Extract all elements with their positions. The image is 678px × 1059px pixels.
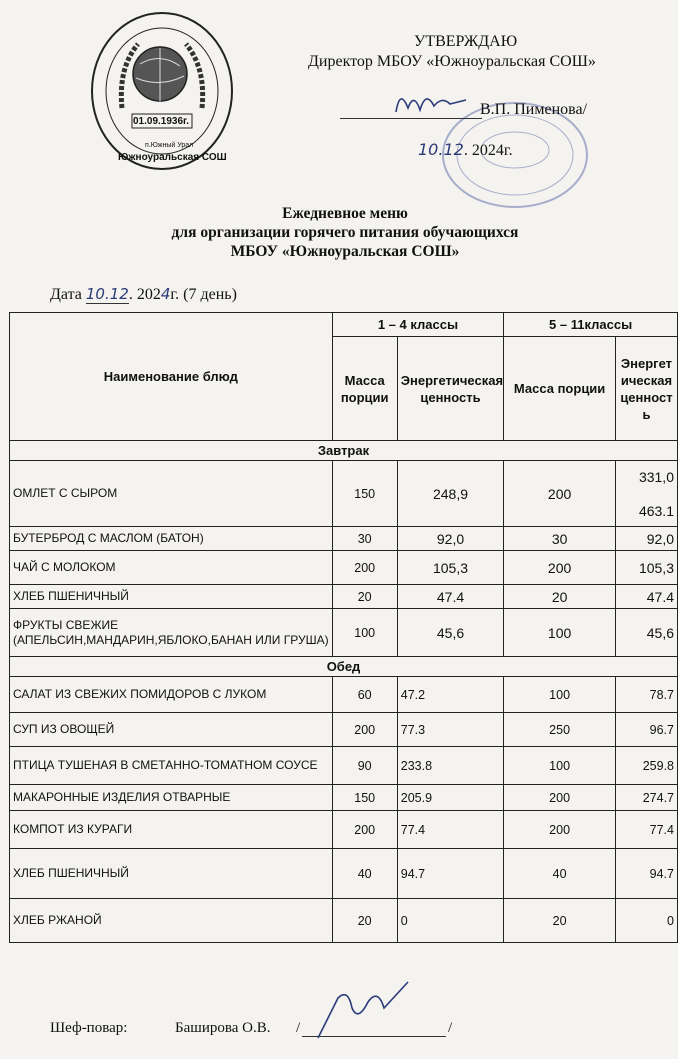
dish-name: ОМЛЕТ С СЫРОМ [10, 461, 333, 527]
energy-1-4: 77.4 [397, 811, 504, 849]
school-seal [88, 8, 236, 174]
table-row [10, 677, 678, 713]
header-mass-1: Масса порции [332, 337, 397, 441]
energy-5-11: 94.7 [615, 849, 677, 899]
approval-date [418, 140, 513, 161]
mass-5-11: 100 [504, 747, 616, 785]
title-line-2: для организации горячего питания обучающихся [171, 224, 519, 241]
mass-1-4: 30 [332, 527, 397, 551]
page-title [0, 204, 678, 261]
table-row [10, 551, 678, 585]
header-energy-1: Энергетическая ценность [397, 337, 504, 441]
chef-slash-open: / [296, 1020, 301, 1036]
mass-1-4: 40 [332, 849, 397, 899]
chef-name: Баширова О.В. [175, 1020, 271, 1036]
mass-1-4: 150 [332, 785, 397, 811]
table-row [10, 899, 678, 943]
date-middle: . 202 [128, 286, 161, 303]
table-row [10, 849, 678, 899]
table-row [10, 747, 678, 785]
energy-1-4: 47.2 [397, 677, 504, 713]
energy-1-4: 47.4 [397, 585, 504, 609]
mass-5-11: 200 [504, 461, 616, 527]
table-row [10, 461, 678, 527]
mass-1-4: 200 [332, 551, 397, 585]
energy-5-11: 96.7 [615, 713, 677, 747]
dish-name: ХЛЕБ ПШЕНИЧНЫЙ [10, 849, 333, 899]
energy-5-11: 45,6 [615, 609, 677, 657]
mass-5-11: 100 [504, 609, 616, 657]
dish-name: БУТЕРБРОД С МАСЛОМ (БАТОН) [10, 527, 333, 551]
director-name: В.П. Пименова/ [480, 101, 588, 118]
energy-1-4: 94.7 [397, 849, 504, 899]
energy-5-11 [615, 461, 677, 527]
signature-line [340, 118, 482, 119]
mass-1-4: 20 [332, 585, 397, 609]
energy-1-4: 45,6 [397, 609, 504, 657]
mass-5-11: 30 [504, 527, 616, 551]
mass-1-4: 200 [332, 713, 397, 747]
chef-line [50, 1020, 453, 1037]
energy-5-11: 259.8 [615, 747, 677, 785]
date-line [50, 285, 237, 304]
energy-1-4: 77.3 [397, 713, 504, 747]
energy-5-11-value-alt: 463.1 [638, 502, 674, 519]
energy-5-11: 0 [615, 899, 677, 943]
date-suffix: г. (7 день) [170, 286, 237, 303]
header-group-5-11: 5 – 11классы [504, 313, 678, 337]
section-breakfast-label: Завтрак [10, 441, 678, 461]
seal-name: Южноуральская СОШ [118, 152, 227, 163]
mass-5-11: 200 [504, 811, 616, 849]
dish-name: ХЛЕБ ПШЕНИЧНЫЙ [10, 585, 333, 609]
header-dish-name: Наименование блюд [10, 313, 333, 441]
chef-slash-close: / [448, 1020, 453, 1036]
approval-position: Директор МБОУ «Южноуральская СОШ» [308, 53, 596, 70]
header-mass-2: Масса порции [504, 337, 616, 441]
header-group-1-4: 1 – 4 классы [332, 313, 504, 337]
energy-1-4: 248,9 [397, 461, 504, 527]
mass-5-11: 200 [504, 551, 616, 585]
chef-signature [308, 978, 418, 1044]
energy-5-11-value: 331,0 [638, 468, 674, 485]
energy-1-4: 0 [397, 899, 504, 943]
date-prefix: Дата [50, 286, 82, 303]
energy-5-11: 47.4 [615, 585, 677, 609]
dish-name: КОМПОТ ИЗ КУРАГИ [10, 811, 333, 849]
dish-name: СУП ИЗ ОВОЩЕЙ [10, 713, 333, 747]
energy-1-4: 233.8 [397, 747, 504, 785]
seal-date: 01.09.1936г. [133, 116, 189, 127]
approval-heading: УТВЕРЖДАЮ [414, 33, 518, 50]
table-row [10, 785, 678, 811]
chef-label: Шеф-повар: [50, 1020, 128, 1036]
dish-name: ФРУКТЫ СВЕЖИЕ (АПЕЛЬСИН,МАНДАРИН,ЯБЛОКО,БАНАН ИЛИ ГРУША) [10, 609, 333, 657]
mass-5-11: 250 [504, 713, 616, 747]
mass-5-11: 200 [504, 785, 616, 811]
mass-1-4: 150 [332, 461, 397, 527]
approval-date-suffix: . 2024г. [463, 142, 513, 159]
mass-1-4: 90 [332, 747, 397, 785]
table-row [10, 527, 678, 551]
mass-1-4: 20 [332, 899, 397, 943]
date-hand: 10.12 [85, 285, 129, 303]
dish-name: ПТИЦА ТУШЕНАЯ В СМЕТАННО-ТОМАТНОМ СОУСЕ [10, 747, 333, 785]
table-row [10, 609, 678, 657]
seal-place: п.Южный Урал [145, 142, 194, 149]
title-line-1: Ежедневное меню [282, 205, 408, 222]
table-row [10, 585, 678, 609]
mass-1-4: 200 [332, 811, 397, 849]
director-signature [390, 82, 470, 122]
mass-1-4: 100 [332, 609, 397, 657]
section-lunch [10, 657, 678, 677]
header-energy-2: Энергетическая ценность [615, 337, 677, 441]
mass-1-4: 60 [332, 677, 397, 713]
energy-5-11: 274.7 [615, 785, 677, 811]
mass-5-11: 20 [504, 899, 616, 943]
dish-name: ХЛЕБ РЖАНОЙ [10, 899, 333, 943]
section-lunch-label: Обед [10, 657, 678, 677]
dish-name: САЛАТ ИЗ СВЕЖИХ ПОМИДОРОВ С ЛУКОМ [10, 677, 333, 713]
energy-1-4: 92,0 [397, 527, 504, 551]
menu-table [9, 312, 678, 943]
section-breakfast [10, 441, 678, 461]
seal-emblem-icon [88, 8, 236, 174]
date-year-hand: 4 [160, 285, 171, 303]
title-line-3: МБОУ «Южноуральская СОШ» [230, 243, 460, 260]
energy-1-4: 205.9 [397, 785, 504, 811]
mass-5-11: 40 [504, 849, 616, 899]
energy-1-4: 105,3 [397, 551, 504, 585]
table-header-row [10, 313, 678, 337]
table-row [10, 811, 678, 849]
energy-5-11: 105,3 [615, 551, 677, 585]
energy-5-11: 77.4 [615, 811, 677, 849]
approval-date-hand: 10.12 [418, 140, 464, 159]
table-row [10, 713, 678, 747]
energy-5-11: 92,0 [615, 527, 677, 551]
dish-name: ЧАЙ С МОЛОКОМ [10, 551, 333, 585]
mass-5-11: 100 [504, 677, 616, 713]
dish-name: МАКАРОННЫЕ ИЗДЕЛИЯ ОТВАРНЫЕ [10, 785, 333, 811]
mass-5-11: 20 [504, 585, 616, 609]
energy-5-11: 78.7 [615, 677, 677, 713]
